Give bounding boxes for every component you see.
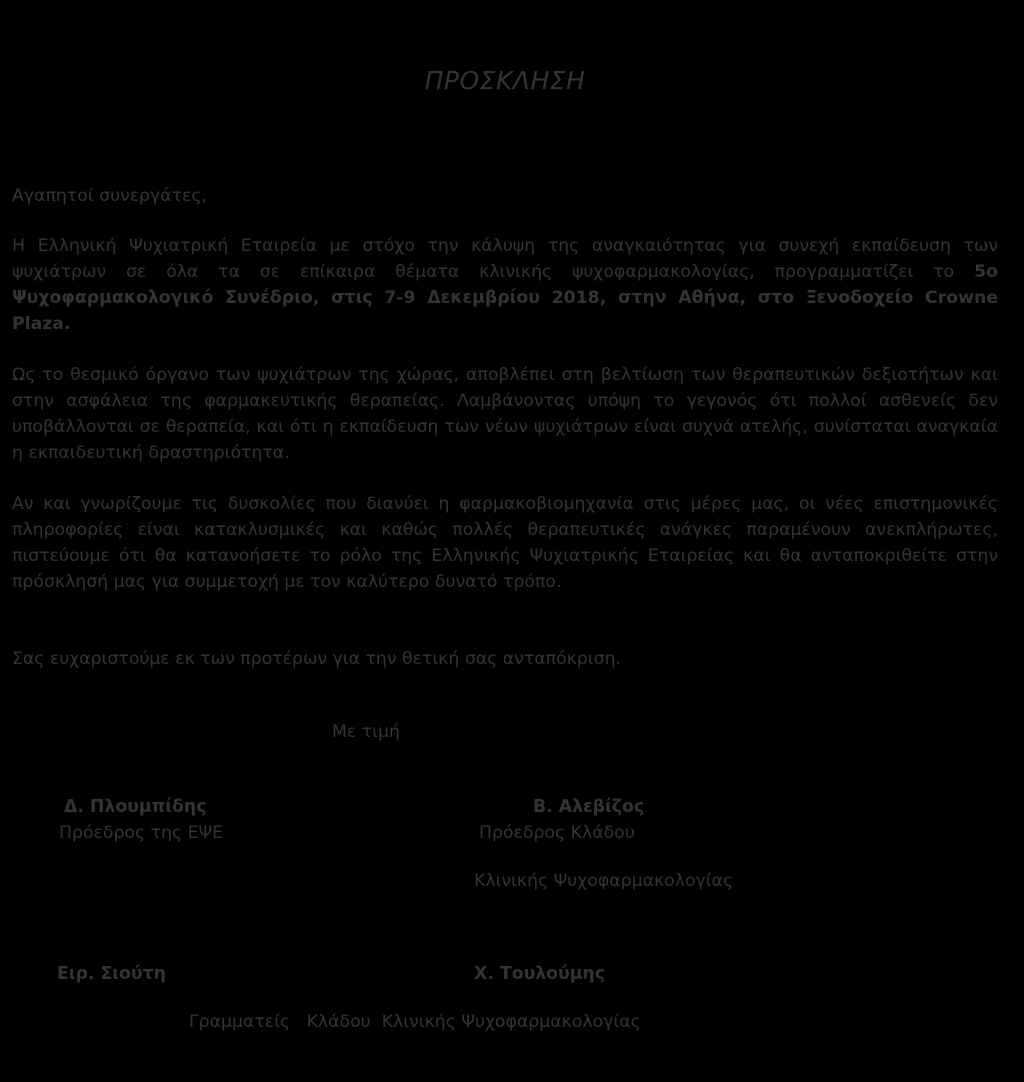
signatory-1-name: Δ. Πλουμπίδης xyxy=(64,797,207,817)
signatory-4-name: Χ. Τουλούμης xyxy=(474,964,605,984)
signatory-2-name: Β. Αλεβίζος xyxy=(533,797,645,817)
paragraph-1-event: 5ο Ψυχοφαρμακολογικό Συνέδριο, στις 7-9 Δεκεμβρίου 2018, στην Αθήνα, στο Ξενοδοχείο Crowne Plaza. xyxy=(12,262,998,334)
signatory-2-role-line1: Πρόεδρος Κλάδου xyxy=(479,823,635,843)
salutation: Αγαπητοί συνεργάτες, xyxy=(12,186,208,206)
document-title: ΠΡΟΣΚΛΗΣΗ xyxy=(424,66,586,95)
closing-line: Με τιμή xyxy=(332,722,400,742)
secretaries-role: Γραμματείς Κλάδου Κλινικής Ψυχοφαρμακολογίας xyxy=(189,1012,641,1032)
paragraph-3: Αν και γνωρίζουμε τις δυσκολίες που διανύει η φαρμακοβιομηχανία στις μέρες μας, οι νέες επιστημονικές πληροφορίες είναι κατακλυσμικές και καθώς πολλές θεραπευτικές ανάγκες παραμένουν ανεκπλήρωτες, πιστεύουμε ότι θα κατανοήσετε το ρόλο της Ελληνικής Ψυχιατρικής Εταιρείας και θα ανταποκριθείτε στην πρόσκλησή μας για συμμετοχή με τον καλύτερο δυνατό τρόπο. xyxy=(12,494,998,592)
paragraph-1 xyxy=(12,233,998,337)
signatory-3-name: Ειρ. Σιούτη xyxy=(57,964,166,984)
signatory-2-role-line2: Κλινικής Ψυχοφαρμακολογίας xyxy=(474,871,734,891)
paragraph-1-text: Η Ελληνική Ψυχιατρική Εταιρεία με στόχο την κάλυψη της αναγκαιότητας για συνεχή εκπαίδευση των ψυχιάτρων σε όλα τα σε επίκαιρα θέματα κλινικής ψυχοφαρμακολογίας, προγραμματίζει το xyxy=(12,236,998,282)
paragraph-2: Ως το θεσμικό όργανο των ψυχιάτρων της χώρας, αποβλέπει στη βελτίωση των θεραπευτικών δεξιοτήτων και στην ασφάλεια της φαρμακευτικής θεραπείας. Λαμβάνοντας υπόψη το γεγονός ότι πολλοί ασθενείς δεν υποβάλλονται σε θεραπεία, και ότι η εκπαίδευση των νέων ψυχιάτρων είναι συχνά ατελής, συνίσταται αναγκαία η εκπαιδευτική δραστηριότητα. xyxy=(12,365,998,463)
thanks-line: Σας ευχαριστούμε εκ των προτέρων για την θετική σας ανταπόκριση. xyxy=(12,649,622,669)
signatory-1-role: Πρόεδρος της ΕΨΕ xyxy=(59,823,224,843)
